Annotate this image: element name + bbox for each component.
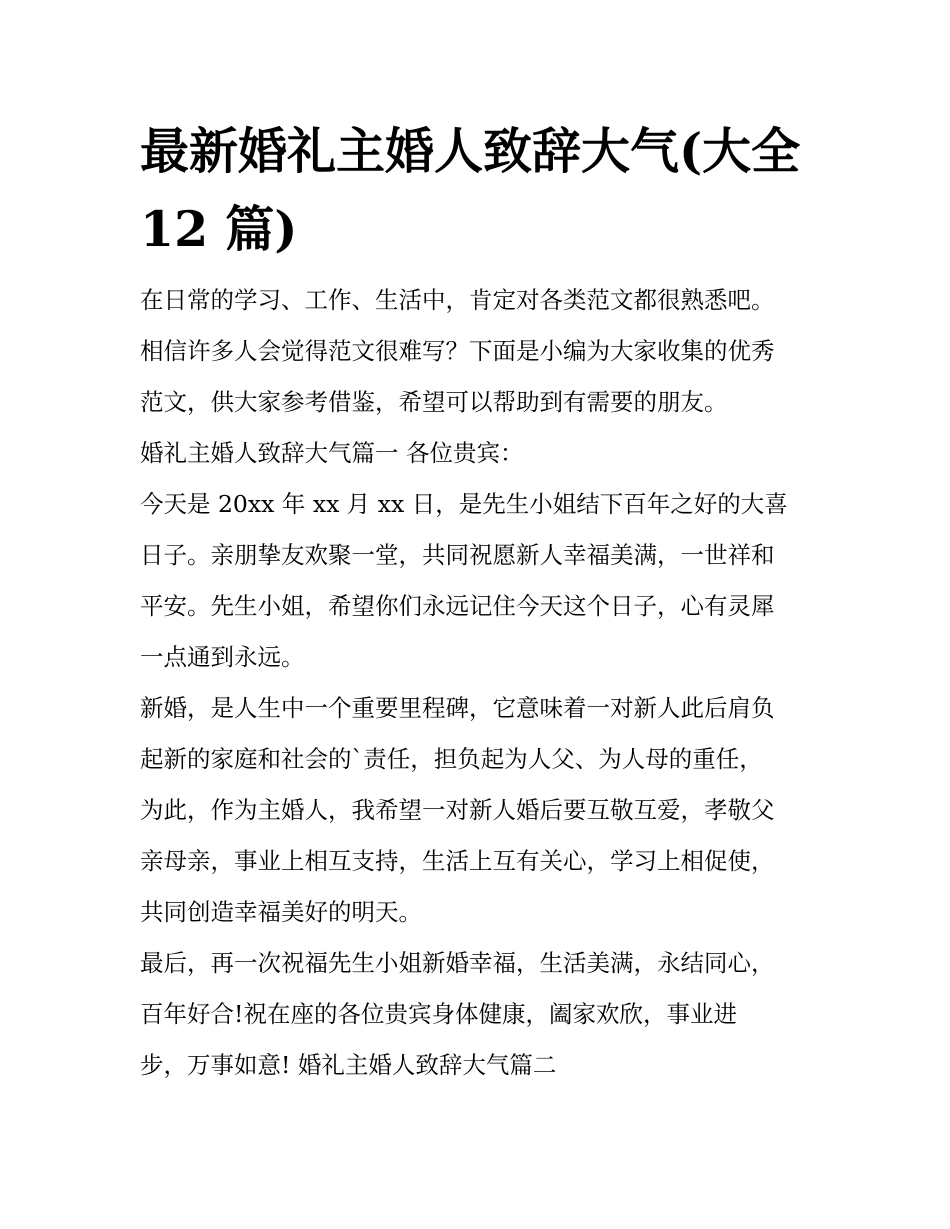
body-line-9: 新婚，是人生中一个重要里程碑，它意味着一对新人此后肩负 [140,694,775,722]
body-line-1: 在日常的学习、工作、生活中，肯定对各类范文都很熟悉吧。 [140,286,775,314]
body-line-12: 亲母亲，事业上相互支持，生活上互有关心，学习上相促使， [140,847,775,875]
body-line-5: 今天是 20xx 年 xx 月 xx 日，是先生小姐结下百年之好的大喜 [140,490,788,518]
title-line-1: 最新婚礼主婚人致辞大气(大全 [140,122,801,180]
section-heading-1: 婚礼主婚人致辞大气篇一 各位贵宾： [140,439,524,467]
body-line-15: 百年好合!祝在座的各位贵宾身体健康，阖家欢欣，事业进 [140,1000,737,1028]
body-line-10: 起新的家庭和社会的`责任，担负起为人父、为人母的重任， [140,745,763,773]
body-line-11: 为此，作为主婚人，我希望一对新人婚后要互敬互爱，孝敬父 [140,796,775,824]
document-title [140,112,820,268]
body-line-6: 日子。亲朋挚友欢聚一堂，共同祝愿新人幸福美满，一世祥和 [140,541,775,569]
body-line-13: 共同创造幸福美好的明天。 [140,898,422,926]
body-line-7: 平安。先生小姐，希望你们永远记住今天这个日子，心有灵犀 [140,592,775,620]
title-line-2: 12 篇) [140,200,298,258]
body-line-16: 步，万事如意! 婚礼主婚人致辞大气篇二 [140,1051,557,1079]
body-line-3: 范文，供大家参考借鉴，希望可以帮助到有需要的朋友。 [140,388,728,416]
body-line-2: 相信许多人会觉得范文很难写？下面是小编为大家收集的优秀 [140,337,775,365]
body-line-8: 一点通到永远。 [140,643,305,671]
body-line-14: 最后，再一次祝福先生小姐新婚幸福，生活美满，永结同心， [140,949,775,977]
